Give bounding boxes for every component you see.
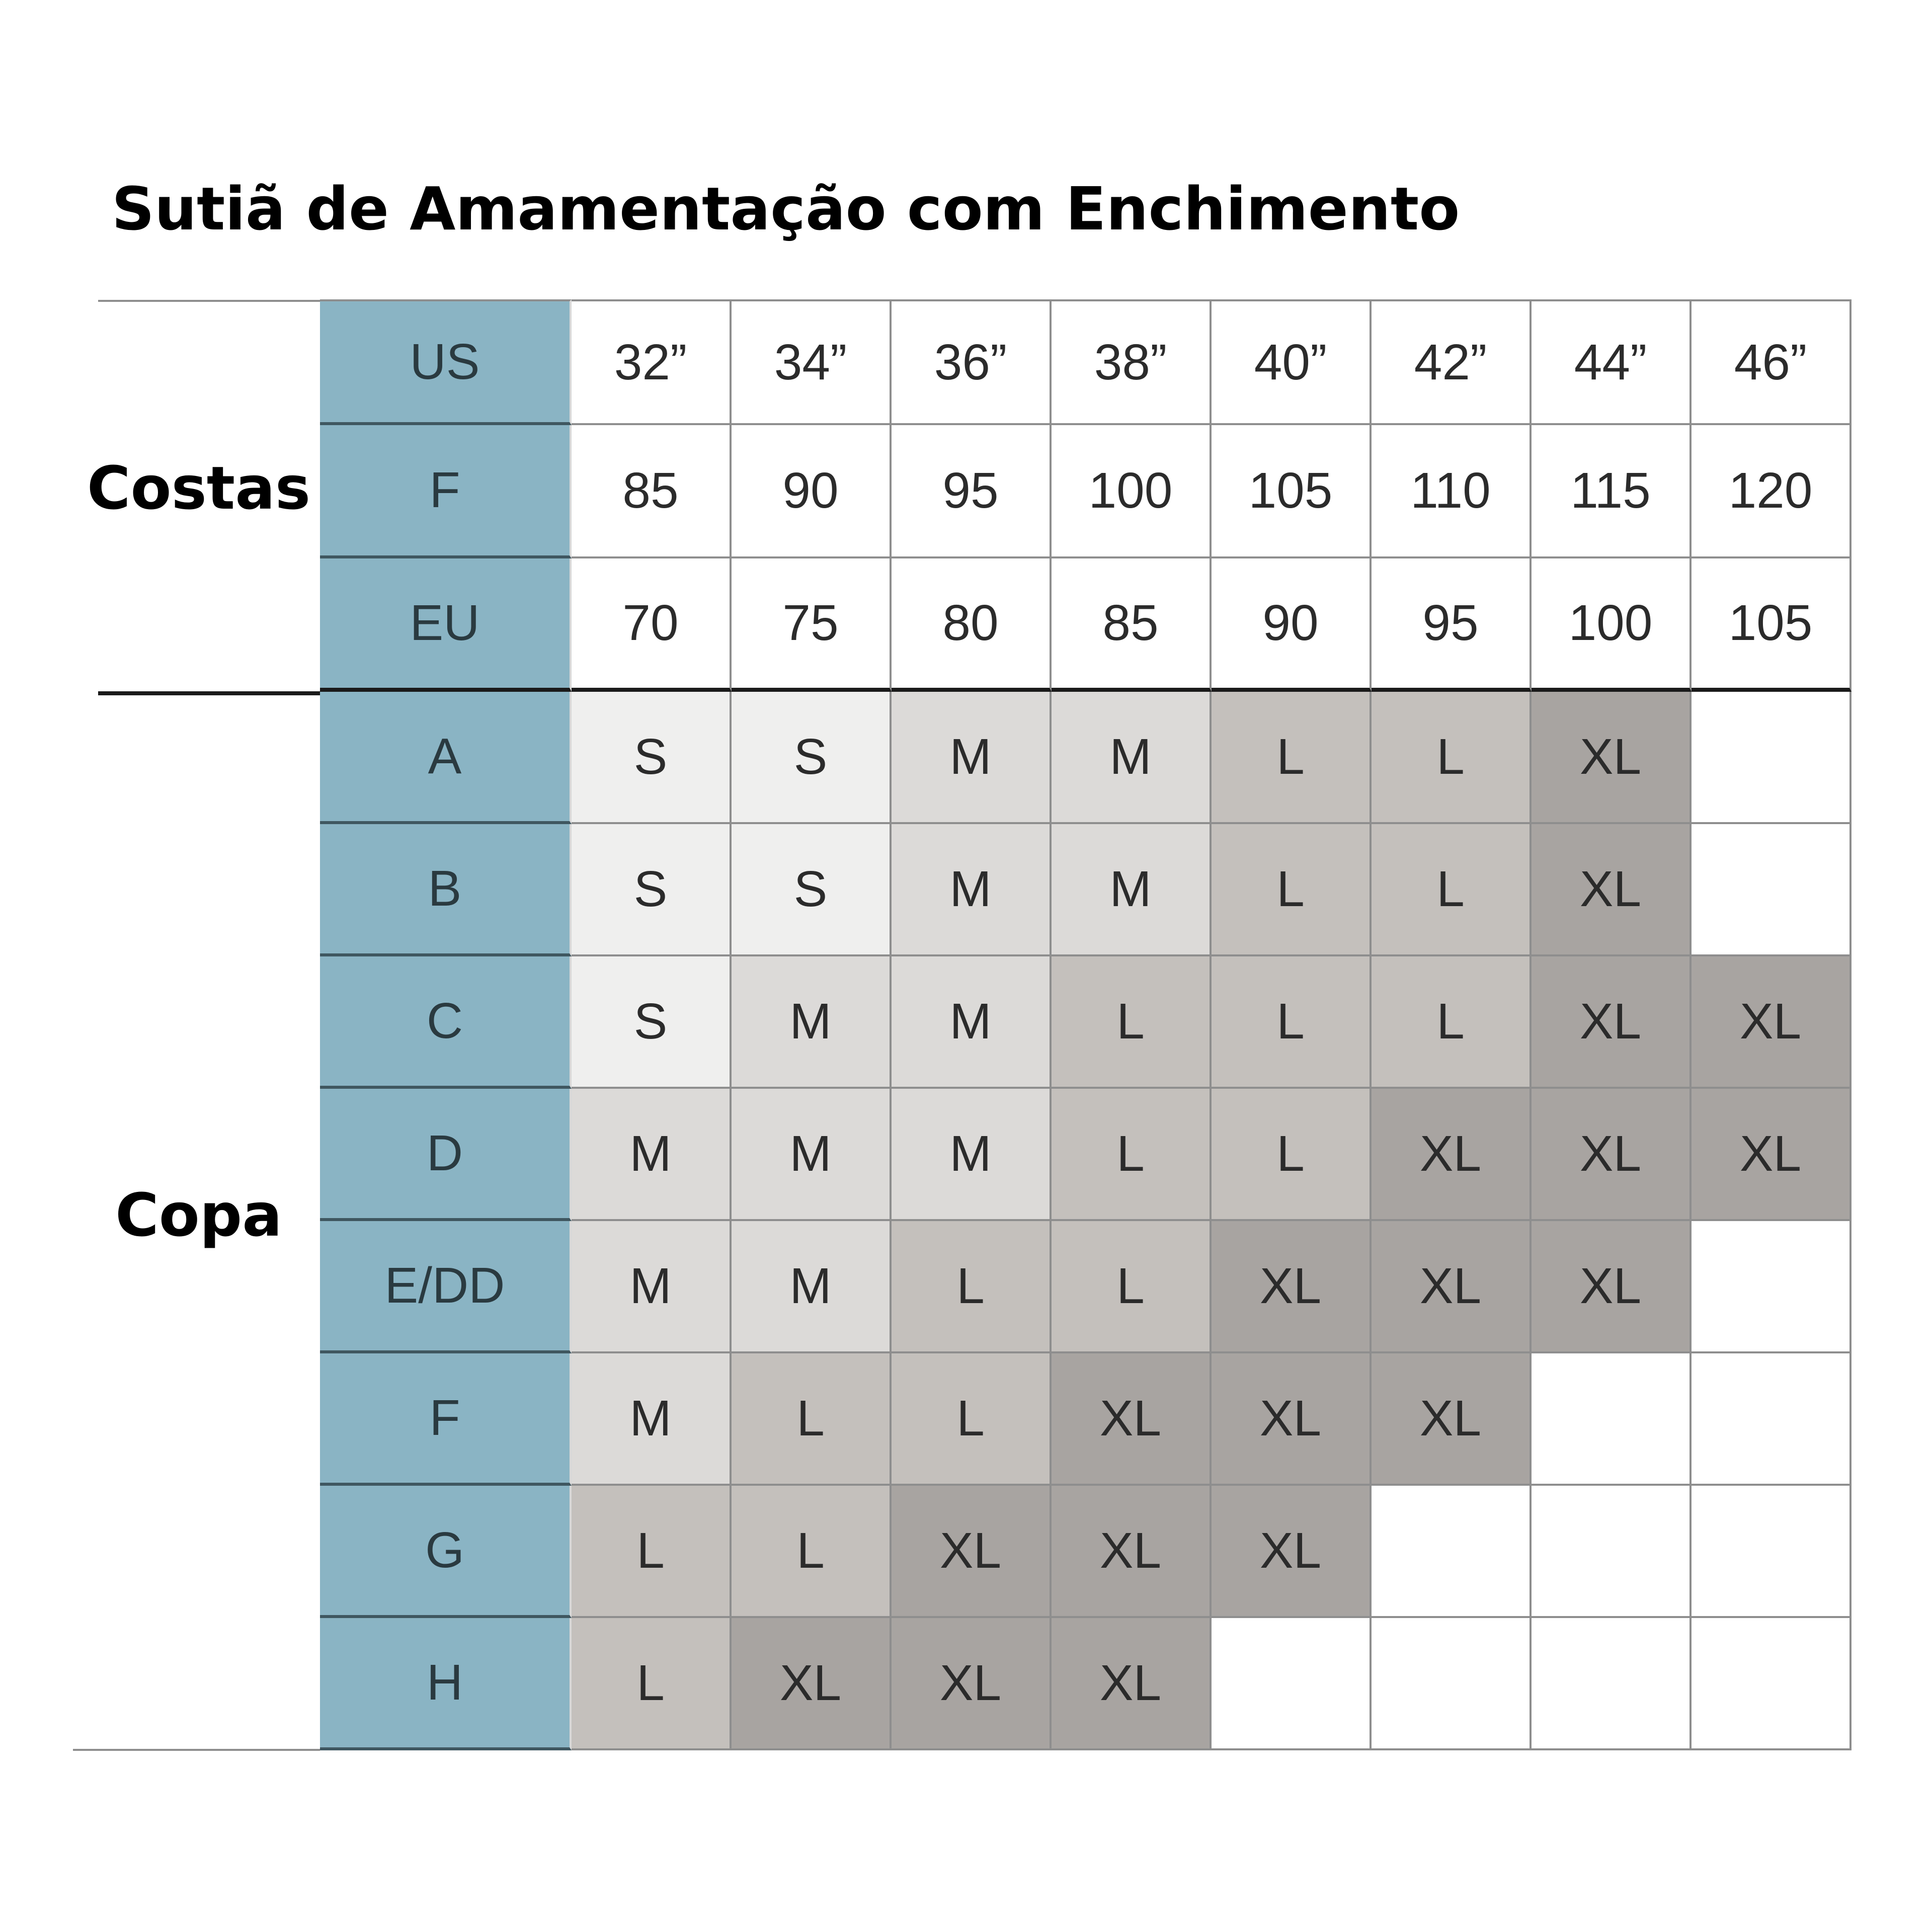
garment-size-cell: XL xyxy=(1372,1353,1532,1486)
garment-size-cell: XL xyxy=(1372,1089,1532,1221)
back-size-cell: 100 xyxy=(1052,425,1212,558)
garment-size-cell: L xyxy=(1212,956,1372,1089)
garment-size-cell xyxy=(1692,824,1852,956)
back-size-cell: 85 xyxy=(1052,558,1212,692)
garment-size-cell: XL xyxy=(892,1486,1052,1618)
garment-size-cell: L xyxy=(1212,1089,1372,1221)
back-size-cell: 90 xyxy=(732,425,892,558)
garment-size-cell: L xyxy=(1052,1089,1212,1221)
back-size-cell: 85 xyxy=(572,425,732,558)
garment-size-cell: M xyxy=(572,1353,732,1486)
back-size-cell: 36” xyxy=(892,299,1052,425)
section-label-cup: Copa xyxy=(115,1180,282,1250)
cup-size-label: A xyxy=(320,692,572,824)
garment-size-cell: XL xyxy=(1532,692,1692,824)
garment-size-cell xyxy=(1532,1353,1692,1486)
back-size-cell: 75 xyxy=(732,558,892,692)
garment-size-cell: S xyxy=(572,824,732,956)
garment-size-cell: S xyxy=(572,956,732,1089)
back-size-cell: 120 xyxy=(1692,425,1852,558)
cup-size-label: B xyxy=(320,824,572,956)
back-size-system-label: US xyxy=(320,299,572,425)
back-size-cell: 44” xyxy=(1532,299,1692,425)
garment-size-cell: S xyxy=(732,824,892,956)
garment-size-cell: L xyxy=(1212,692,1372,824)
back-size-cell: 115 xyxy=(1532,425,1692,558)
garment-size-cell: XL xyxy=(732,1618,892,1750)
garment-size-cell: M xyxy=(892,956,1052,1089)
cup-size-label: D xyxy=(320,1089,572,1221)
garment-size-cell: L xyxy=(1212,824,1372,956)
section-label-back: Costas xyxy=(87,453,311,523)
garment-size-cell: M xyxy=(892,1089,1052,1221)
back-size-cell: 105 xyxy=(1212,425,1372,558)
garment-size-cell: L xyxy=(572,1618,732,1750)
back-size-cell: 110 xyxy=(1372,425,1532,558)
garment-size-cell: M xyxy=(892,692,1052,824)
garment-size-cell: M xyxy=(732,956,892,1089)
cup-size-label: H xyxy=(320,1618,572,1750)
garment-size-cell: M xyxy=(892,824,1052,956)
table-bottom-rule xyxy=(73,1749,320,1751)
garment-size-cell xyxy=(1692,692,1852,824)
garment-size-cell: XL xyxy=(1052,1353,1212,1486)
garment-size-cell: XL xyxy=(1212,1221,1372,1353)
garment-size-cell: L xyxy=(1052,956,1212,1089)
table-top-rule xyxy=(98,300,322,302)
back-size-cell: 34” xyxy=(732,299,892,425)
garment-size-cell xyxy=(1692,1353,1852,1486)
garment-size-cell: XL xyxy=(1052,1486,1212,1618)
garment-size-cell: XL xyxy=(1372,1221,1532,1353)
garment-size-cell: M xyxy=(732,1221,892,1353)
garment-size-cell: L xyxy=(1372,692,1532,824)
cup-size-label: F xyxy=(320,1353,572,1486)
garment-size-cell xyxy=(1212,1618,1372,1750)
back-size-cell: 95 xyxy=(892,425,1052,558)
garment-size-cell: M xyxy=(572,1221,732,1353)
garment-size-cell: M xyxy=(1052,692,1212,824)
back-size-cell: 42” xyxy=(1372,299,1532,425)
back-size-cell: 105 xyxy=(1692,558,1852,692)
garment-size-cell: XL xyxy=(1212,1353,1372,1486)
back-size-cell: 38” xyxy=(1052,299,1212,425)
garment-size-cell: L xyxy=(1372,824,1532,956)
garment-size-cell xyxy=(1372,1486,1532,1618)
garment-size-cell: M xyxy=(732,1089,892,1221)
garment-size-cell: M xyxy=(1052,824,1212,956)
cup-size-label: G xyxy=(320,1486,572,1618)
garment-size-cell: L xyxy=(892,1353,1052,1486)
garment-size-cell: M xyxy=(572,1089,732,1221)
cup-size-label: E/DD xyxy=(320,1221,572,1353)
back-size-system-label: EU xyxy=(320,558,572,692)
back-size-cell: 40” xyxy=(1212,299,1372,425)
garment-size-cell: L xyxy=(1052,1221,1212,1353)
back-size-cell: 100 xyxy=(1532,558,1692,692)
garment-size-cell xyxy=(1692,1486,1852,1618)
garment-size-cell: S xyxy=(572,692,732,824)
page-title: Sutiã de Amamentação com Enchimento xyxy=(112,174,1460,244)
section-divider-rule xyxy=(98,691,320,695)
garment-size-cell xyxy=(1692,1221,1852,1353)
garment-size-cell: XL xyxy=(1692,1089,1852,1221)
back-size-cell: 95 xyxy=(1372,558,1532,692)
garment-size-cell xyxy=(1532,1618,1692,1750)
back-size-cell: 46” xyxy=(1692,299,1852,425)
garment-size-cell xyxy=(1372,1618,1532,1750)
garment-size-cell xyxy=(1692,1618,1852,1750)
garment-size-cell: S xyxy=(732,692,892,824)
garment-size-cell: L xyxy=(732,1486,892,1618)
back-size-cell: 32” xyxy=(572,299,732,425)
back-size-cell: 70 xyxy=(572,558,732,692)
garment-size-cell: XL xyxy=(1532,956,1692,1089)
garment-size-cell: XL xyxy=(1212,1486,1372,1618)
garment-size-cell: XL xyxy=(1692,956,1852,1089)
size-chart-table xyxy=(320,299,1853,1751)
garment-size-cell: XL xyxy=(892,1618,1052,1750)
cup-size-label: C xyxy=(320,956,572,1089)
garment-size-cell: XL xyxy=(1052,1618,1212,1750)
garment-size-cell: L xyxy=(1372,956,1532,1089)
garment-size-cell: XL xyxy=(1532,1089,1692,1221)
back-size-system-label: F xyxy=(320,425,572,558)
garment-size-cell: L xyxy=(572,1486,732,1618)
garment-size-cell: L xyxy=(892,1221,1052,1353)
back-size-cell: 80 xyxy=(892,558,1052,692)
garment-size-cell xyxy=(1532,1486,1692,1618)
garment-size-cell: XL xyxy=(1532,1221,1692,1353)
back-size-cell: 90 xyxy=(1212,558,1372,692)
garment-size-cell: XL xyxy=(1532,824,1692,956)
garment-size-cell: L xyxy=(732,1353,892,1486)
